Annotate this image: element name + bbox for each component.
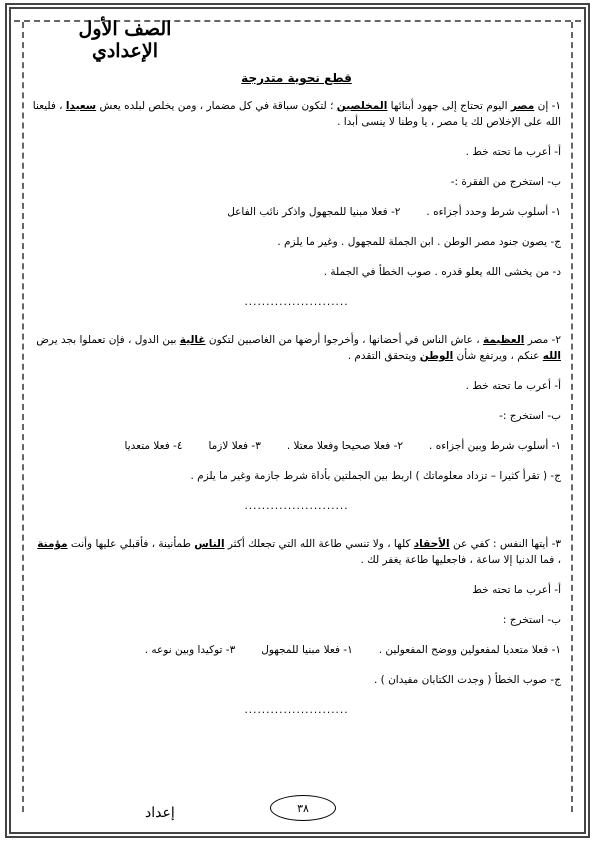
q3-task-b3: ٣- توكيدا وبين نوعه . <box>144 644 236 656</box>
q1-task-d: د- من يخشى الله يعلو قدره . صوب الخطأ في الجملة . <box>323 266 561 278</box>
q2-passage <box>32 332 561 364</box>
q1-keyword-1: مصر <box>510 100 535 112</box>
q3-text-4: ، فما الدنيا إلا ساعة ، فاجعليها طاعة يغفر لك . <box>360 554 561 566</box>
worksheet-content <box>32 70 561 740</box>
q2-task-a: أ- أعرب ما تحته خط . <box>465 380 561 392</box>
separator-2: ........................ <box>244 500 349 512</box>
q2-text-3: بين الدول ، فإن تعملوا بجد يرض <box>36 334 180 346</box>
q2-task-b-items <box>32 438 561 454</box>
q2-text-1: ٢- مصر <box>524 334 561 346</box>
grade-title: الصف الأول الإعدادي <box>78 18 172 62</box>
q2-keyword-1: العظيمة <box>482 334 525 346</box>
q2-task-c: ج- ( تقرأ كثيرا – تزداد معلوماتك ) اربط بين الجملتين بأداة شرط جازمة وغير ما يلزم . <box>190 470 561 482</box>
separator-1: ........................ <box>244 296 349 308</box>
prepared-by-label: إعداد <box>145 805 175 821</box>
q2-task-b4: ٤- فعلا متعديا <box>124 440 183 452</box>
q3-keyword-2: الناس <box>194 538 225 550</box>
q2-text-2: ، عاش الناس في أحضانها ، وأخرجوا أرضها من الغاصبين لتكون <box>205 334 483 346</box>
q1-task-b-items <box>32 204 561 220</box>
q3-task-b1: ١- فعلا متعديا لمفعولين ووضح المفعولين . <box>378 644 561 656</box>
q2-keyword-3: الله <box>542 350 561 362</box>
q3-task-a: أ- أعرب ما تحته خط <box>472 584 561 596</box>
q1-text-2: اليوم تحتاج إلى جهود أبنائها <box>387 100 511 112</box>
border-ornament-left <box>14 22 24 812</box>
q2-keyword-4: الوطن <box>419 350 454 362</box>
q1-task-a: أ- أعرب ما تحته خط . <box>465 146 561 158</box>
q2-task-b: ب- استخرج :- <box>499 410 561 422</box>
q3-passage <box>32 536 561 568</box>
q3-keyword-1: الأحقاد <box>413 538 450 550</box>
q3-task-b2: ١- فعلا مبنيا للمجهول <box>261 644 353 656</box>
q2-task-b3: ٣- فعلا لازما <box>208 440 261 452</box>
q1-task-b1: ١- أسلوب شرط وحدد أجزاءه . <box>426 206 561 218</box>
page-number: ٣٨ <box>270 795 336 821</box>
q2-task-b2: ٢- فعلا صحيحا وفعلا معتلا . <box>286 440 404 452</box>
q1-task-b2: ٢- فعلا مبنيا للمجهول واذكر نائب الفاعل <box>227 206 401 218</box>
q1-keyword-3: سعيدا <box>65 100 97 112</box>
q1-text-3: ؛ لتكون سباقة في كل مضمار ، ومن يخلص لبلده يعش <box>96 100 337 112</box>
q3-text-1: ٣- أيتها النفس : كفي عن <box>449 538 561 550</box>
q2-keyword-2: غالية <box>179 334 206 346</box>
q2-text-5: ويتحقق التقدم . <box>347 350 420 362</box>
border-ornament-right <box>571 22 581 812</box>
q3-text-3: طمأنينة ، فأقبلي عليها وأنت <box>67 538 195 550</box>
q2-task-b1: ١- أسلوب شرط وبين أجزاءه . <box>429 440 561 452</box>
q2-text-4: عنكم ، ويرتفع شأن <box>453 350 543 362</box>
separator-3: ........................ <box>244 704 349 716</box>
q1-text-4: ، فليعنا الله على الإخلاص لك يا مصر ، يا وطنا لا ينسى أبدا . <box>32 100 561 128</box>
q3-task-b-items <box>32 642 561 658</box>
q1-task-b: ب- استخرج من الفقرة :- <box>450 176 561 188</box>
q1-task-c: ج- يصون جنود مصر الوطن . ابن الجملة للمجهول . وغير ما يلزم . <box>277 236 561 248</box>
q3-task-b: ب- استخرج : <box>502 614 561 626</box>
q3-task-c: ج- صوب الخطأ ( وجدت الكتابان مفيدان ) . <box>373 674 561 686</box>
q3-text-2: كلها ، ولا تنسي طاعة الله التي تجعلك أكثر <box>224 538 414 550</box>
sheet-title: قطع نحوية متدرجة <box>241 71 352 85</box>
q3-keyword-3: مؤمنة <box>37 538 68 550</box>
q1-text-1: ١- إن <box>534 100 561 112</box>
q1-keyword-2: المخلصين <box>336 100 388 112</box>
q1-passage <box>32 98 561 130</box>
